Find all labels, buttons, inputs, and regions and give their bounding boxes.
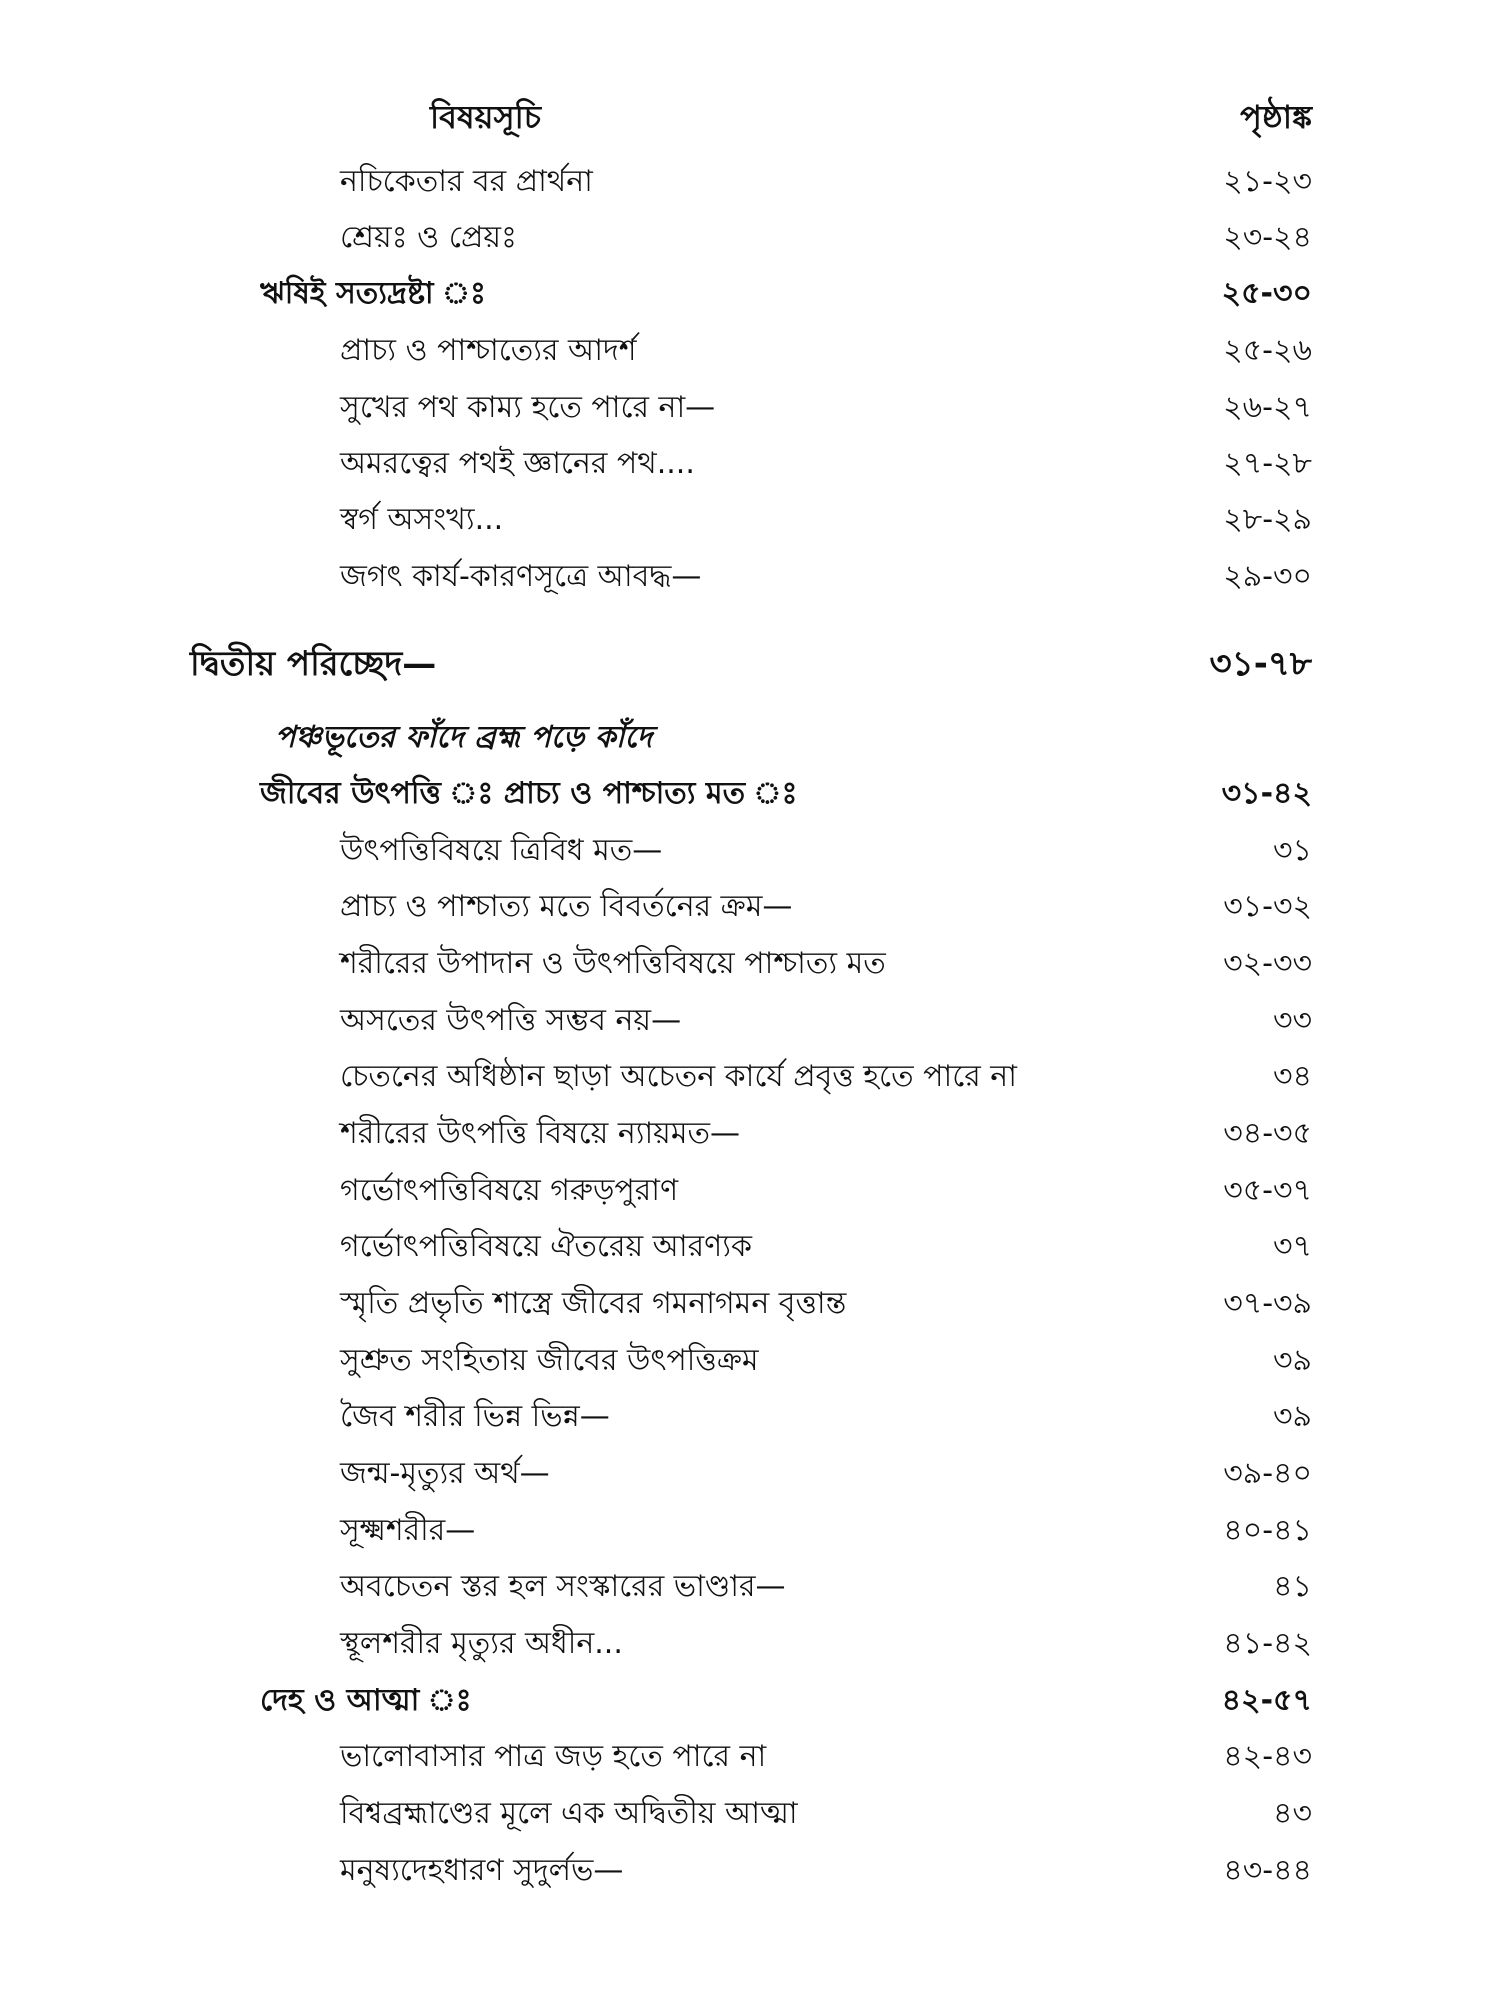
toc-entry-pages: ৩২-৩৩ — [1223, 946, 1312, 981]
toc-entry-label: প্রাচ্য ও পাশ্চাত্যের আদর্শ — [340, 333, 637, 368]
toc-entry — [0, 1794, 1500, 1844]
toc-entry-label: জৈব শরীর ভিন্ন ভিন্ন— — [340, 1399, 610, 1434]
toc-entry-label: গর্ভোৎপত্তিবিষয়ে গরুড়পুরাণ — [340, 1173, 679, 1208]
toc-entry-pages: ২৯-৩০ — [1223, 559, 1312, 594]
toc-chapter-label: দ্বিতীয় পরিচ্ছেদ— — [190, 644, 437, 684]
toc-entry — [0, 500, 1500, 550]
toc-entry-pages: ৩৭-৩৯ — [1223, 1286, 1312, 1321]
toc-entry-label: অসতের উৎপত্তি সম্ভব নয়— — [340, 1003, 682, 1038]
toc-entry — [0, 162, 1500, 212]
toc-entry-pages: ৩৯ — [1273, 1399, 1312, 1434]
toc-entry — [0, 887, 1500, 937]
toc-entry-label: স্থূলশরীর মৃত্যুর অধীন... — [340, 1626, 623, 1661]
toc-entry-label: সূক্ষ্মশরীর— — [340, 1513, 476, 1548]
toc-entry-label: চেতনের অধিষ্ঠান ছাড়া অচেতন কার্যে প্রবৃত্ত হতে পারে না — [340, 1059, 1017, 1094]
toc-entry — [0, 1567, 1500, 1617]
toc-entry-label: শরীরের উপাদান ও উৎপত্তিবিষয়ে পাশ্চাত্য মত — [340, 946, 886, 981]
toc-chapter — [0, 644, 1500, 694]
toc-entry-pages: ২৫-২৬ — [1223, 333, 1312, 368]
toc-entry-label: নচিকেতার বর প্রার্থনা — [340, 164, 593, 199]
toc-pages-heading: পৃষ্ঠাঙ্ক — [1240, 98, 1312, 136]
toc-entry-pages: ৪১-৪২ — [1223, 1626, 1312, 1661]
toc-entry-pages: ৩১-৩২ — [1223, 889, 1312, 924]
toc-entry-label: বিশ্বব্রহ্মাণ্ডের মূলে এক অদ্বিতীয় আত্মা — [340, 1796, 798, 1831]
toc-entry — [0, 218, 1500, 268]
toc-entry-pages: ৩৪ — [1273, 1059, 1312, 1094]
toc-entry — [0, 1114, 1500, 1164]
toc-entry-pages: ৩৯-৪০ — [1223, 1456, 1312, 1491]
toc-entry-pages: ৪৩-৪৪ — [1223, 1853, 1312, 1888]
toc-section-pages: ৪২-৫৭ — [1221, 1683, 1312, 1718]
toc-entry-label: অমরত্বের পথই জ্ঞানের পথ.... — [340, 446, 695, 481]
toc-entry — [0, 1057, 1500, 1107]
toc-entry-label: প্রাচ্য ও পাশ্চাত্য মতে বিবর্তনের ক্রম— — [340, 889, 793, 924]
toc-entry — [0, 1171, 1500, 1221]
toc-section-label: জীবের উৎপত্তি ঃ প্রাচ্য ও পাশ্চাত্য মত ঃ — [260, 776, 798, 811]
toc-chapter-subtitle-label: পঞ্চভূতের ফাঁদে ব্রহ্ম পড়ে কাঁদে — [275, 720, 653, 755]
toc-section — [0, 1681, 1500, 1731]
toc-section-pages: ২৫-৩০ — [1221, 276, 1312, 311]
toc-entry-pages: ৩১ — [1273, 833, 1312, 868]
toc-entry-pages: ২১-২৩ — [1223, 164, 1312, 199]
toc-section-label: ঋষিই সত্যদ্রষ্টা ঃ — [260, 276, 487, 311]
toc-section-pages: ৩১-৪২ — [1221, 776, 1312, 811]
toc-entry-pages: ৩৫-৩৭ — [1223, 1173, 1312, 1208]
toc-entry-pages: ৪২-৪৩ — [1223, 1739, 1312, 1774]
toc-entry — [0, 1624, 1500, 1674]
toc-entry — [0, 1227, 1500, 1277]
toc-entry-pages: ৩৩ — [1272, 1003, 1312, 1038]
toc-entry-pages: ৩৭ — [1272, 1229, 1312, 1264]
toc-entry-pages: ২৩-২৪ — [1223, 220, 1312, 255]
toc-entry-label: স্বর্গ অসংখ্য... — [340, 502, 504, 537]
toc-entry — [0, 831, 1500, 881]
toc-entry — [0, 1737, 1500, 1787]
toc-chapter-pages: ৩১-৭৮ — [1209, 644, 1312, 684]
toc-entry-label: স্মৃতি প্রভৃতি শাস্ত্রে জীবের গমনাগমন বৃত্তান্ত — [340, 1286, 847, 1321]
toc-entry — [0, 331, 1500, 381]
toc-entry-label: জন্ম-মৃত্যুর অর্থ— — [340, 1456, 550, 1491]
toc-entry-label: মনুষ্যদেহধারণ সুদুর্লভ— — [340, 1853, 624, 1888]
toc-entry-pages: ৪০-৪১ — [1223, 1513, 1312, 1548]
toc-entry — [0, 1341, 1500, 1391]
toc-entry-pages: ২৮-২৯ — [1223, 502, 1312, 537]
toc-entry-label: সুখের পথ কাম্য হতে পারে না— — [340, 390, 716, 425]
toc-entry-pages: ২৭-২৮ — [1223, 446, 1312, 481]
toc-entry-label: জগৎ কার্য-কারণসূত্রে আবদ্ধ— — [340, 559, 702, 594]
toc-entry-label: ভালোবাসার পাত্র জড় হতে পারে না — [340, 1739, 767, 1774]
toc-entry-label: অবচেতন স্তর হল সংস্কারের ভাণ্ডার— — [340, 1569, 786, 1604]
toc-chapter-subtitle — [0, 718, 1500, 768]
toc-entry-label: উৎপত্তিবিষয়ে ত্রিবিধ মত— — [340, 833, 663, 868]
toc-entry-pages: ২৬-২৭ — [1223, 390, 1312, 425]
toc-entry — [0, 557, 1500, 607]
toc-entry-label: সুশ্রুত সংহিতায় জীবের উৎপত্তিক্রম — [340, 1343, 759, 1378]
toc-entry-pages: ৪৩ — [1273, 1796, 1312, 1831]
toc-section — [0, 274, 1500, 324]
toc-entry — [0, 444, 1500, 494]
toc-entry-pages: ৩৯ — [1273, 1343, 1312, 1378]
toc-entry — [0, 1284, 1500, 1334]
toc-entry-label: শ্রেয়ঃ ও প্রেয়ঃ — [340, 220, 518, 255]
toc-entry — [0, 1001, 1500, 1051]
toc-entry — [0, 1454, 1500, 1504]
toc-entry — [0, 388, 1500, 438]
toc-entry-pages: ৪১ — [1273, 1569, 1312, 1604]
toc-entry-label: শরীরের উৎপত্তি বিষয়ে ন্যায়মত— — [340, 1116, 740, 1151]
toc-entry — [0, 1511, 1500, 1561]
toc-entry — [0, 1397, 1500, 1447]
toc-entry — [0, 1851, 1500, 1901]
toc-section-label: দেহ ও আত্মা ঃ — [260, 1683, 472, 1718]
toc-title: বিষয়সূচি — [430, 98, 542, 136]
toc-entry — [0, 944, 1500, 994]
toc-entry-pages: ৩৪-৩৫ — [1223, 1116, 1312, 1151]
toc-section — [0, 774, 1500, 824]
toc-entry-label: গর্ভোৎপত্তিবিষয়ে ঐতরেয় আরণ্যক — [340, 1229, 752, 1264]
